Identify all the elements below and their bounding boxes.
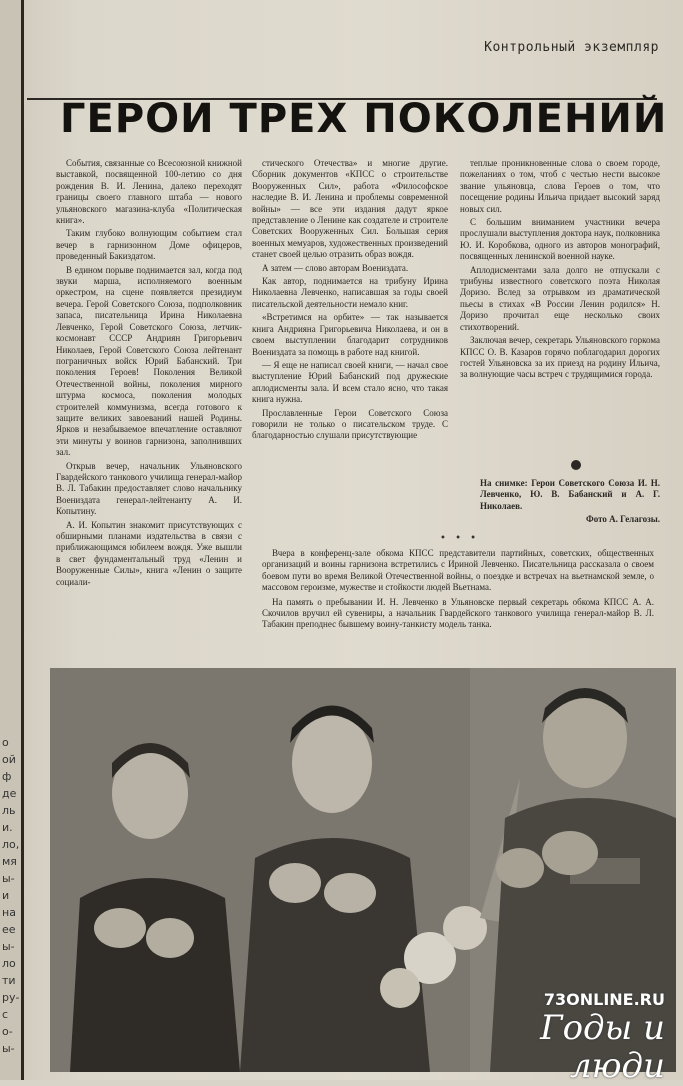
paragraph: «Встретимся на орбите» — так называется книга Андрияна Григорьевича Николаева, и он в своем выступлении благодарит сотрудников Воениздата за помощь в работе над книгой. [252,312,448,357]
paragraph: А. И. Копытин знакомит присутствующих с обширными планами издательства в связи с приближающимся юбилеем вождя. Уже вышли в свет фундаментальный труд «Ленин и Вооруженные Силы», книга «Ленин о защите социали- [56,519,242,587]
paragraph: В едином порыве поднимается зал, когда под звуки марша, исполняемого военным оркестром, на сцене появляется президиум вечера. Герой Советского Союза, подполковник запаса, писательница Ирина Николаевна Левченко, Герой Советского Союза, летчик-космонавт СССР Андриян Григорьевич Николаев, Герой Советского Союза лейтенант пограничных войск Юрий Бабанский. Три поколения Героев! Поколения Великой Отечественной войны, поколения мирного штурма космоса, поколения молодых строителей коммунизма, всегда готового к защите великих завоеваний нашей Родины. Ярков и незабываемое впечатление оставляют эти минуты у воинов гарнизона, заполнивших зал. [56,264,242,458]
fragment-text: о [2,736,9,749]
paragraph: Аплодисментами зала долго не отпускали с трибуны известного советского поэта Николая Доризо. Вслед за отрывком из драматической пьесы в стихах «В России Ленин родился» Н. Доризо прочитал еще несколько своих стихотворений. [460,264,660,332]
separator-mark: • • • [440,533,480,544]
paragraph: С большим вниманием участники вечера прослушали выступления доктора наук, полковника Ю. И. Коробкова, одного из авторов монографий, посвященных ленинской военной науке. [460,217,660,262]
news-brief [262,548,654,634]
fragment-text: с [2,1008,9,1021]
paragraph: Открыв вечер, начальник Ульяновского Гвардейского танкового училища генерал-майор В. Л. Табакин предоставляет слово начальнику Воениздата генерал-лейтенанту А. И. Копытину. [56,460,242,517]
paragraph: Как автор, поднимается на трибуну Ирина Николаевна Левченко, написавшая за годы своей писательской деятельности немало книг. [252,276,448,309]
fragment-text: и. [2,821,13,834]
fragment-text: на [2,906,16,919]
fragment-text: ее [2,923,16,936]
fragment-text: ф [2,770,12,783]
article-column-2 [252,158,448,444]
fragment-text: о- [2,1025,13,1038]
watermark-site: 73ONLINE.RU [543,990,665,1009]
headline: ГЕРОИ ТРЕХ ПОКОЛЕНИЙ [60,96,668,142]
article-column-1 [56,158,242,590]
paragraph: На память о пребывании И. Н. Левченко в Ульяновске первый секретарь обкома КПСС А. А. Скочилов вручил ей сувениры, а начальник Гвардейского танкового училища генерал-майор В. Л. Табакин преподнес бывшему воину-танкисту модель танка. [262,596,654,630]
adjacent-column-fragment [0,0,24,1080]
control-copy-stamp: Контрольный экземпляр [484,40,659,55]
site-watermark [445,990,665,1085]
fragment-text: ы- [2,872,15,885]
paragraph: теплые проникновенные слова о своем городе, пожеланиях о том, чтоб с честью нести высокое звание ульяновца, слова Героев о том, что посещение родины Ильича придает высокий заряд новых сил. [460,158,660,214]
paragraph: События, связанные со Всесоюзной книжной выставкой, посвященной 100-летию со дня рождения В. И. Ленина, далеко переходят границы своего главного штаба — нового ульяновского магазина-клуба «Политическая книга». [56,158,242,226]
fragment-text: ой [2,753,16,766]
paragraph: Таким глубоко волнующим событием стал вечер в гарнизонном Доме офицеров, проведенный Бакиздатом. [56,228,242,262]
fragment-text: ти [2,974,16,987]
paragraph: Прославленные Герои Советского Союза говорили не только о писательском труде. С благодарностью слушали присутствующие [252,407,448,441]
paragraph: Вчера в конференц-зале обкома КПСС представители партийных, советских, общественных организаций и воины гарнизона встретились с Ириной Левченко. Писательница рассказала о своем боевом пути во время Великой Отечественной войны, о поездке и встречах на вьетнамской земле, о массовом героизме, мужестве и стойкости людей Вьетнама. [262,548,654,593]
paragraph: стического Отечества» и многие другие. Сборник документов «КПСС о строительстве Вооруженных Сил», работа «Философское наследие В. И. Ленина и проблемы современной войны» — все эти издания дадут яркое представление о Ленине как создателе и строителе Советских Вооруженных Сил. Большая серия военных мемуаров, художественных произведений станет своей целью отразить образ вождя. [252,158,448,260]
fragment-text: ру- [2,991,20,1004]
fragment-text: ы- [2,940,15,953]
fragment-text: де [2,787,17,800]
photo-caption [480,478,660,526]
paragraph: А затем — слово авторам Воениздата. [262,262,409,273]
section-bullet [571,460,581,470]
fragment-text: ло [2,957,16,970]
fragment-text: ль [2,804,16,817]
photo-credit: Фото А. Гелагозы. [585,514,660,525]
watermark-brand: Годы и люди [540,1008,665,1086]
photo-caption-text: На снимке: Герои Советского Союза И. Н. Левченко, Ю. В. Бабанский и А. Г. Николаев. [480,478,660,511]
article-column-3 [460,158,660,383]
fragment-text: ло, [2,838,20,851]
fragment-text: и [2,889,10,902]
paragraph: — Я еще не написал своей книги, — начал свое выступление Юрий Бабанский под дружеские аплодисменты зала. И всем стало ясно, что такая книга нужна. [252,359,448,405]
fragment-text: мя [2,855,17,868]
paragraph: Заключая вечер, секретарь Ульяновского горкома КПСС О. В. Казаров горячо поблагодарил дорогих гостей Ульяновска за их приезд на родину Ильича, за волнующие часы встреч с трудящимися города. [460,335,660,380]
fragment-text: ы- [2,1042,15,1055]
